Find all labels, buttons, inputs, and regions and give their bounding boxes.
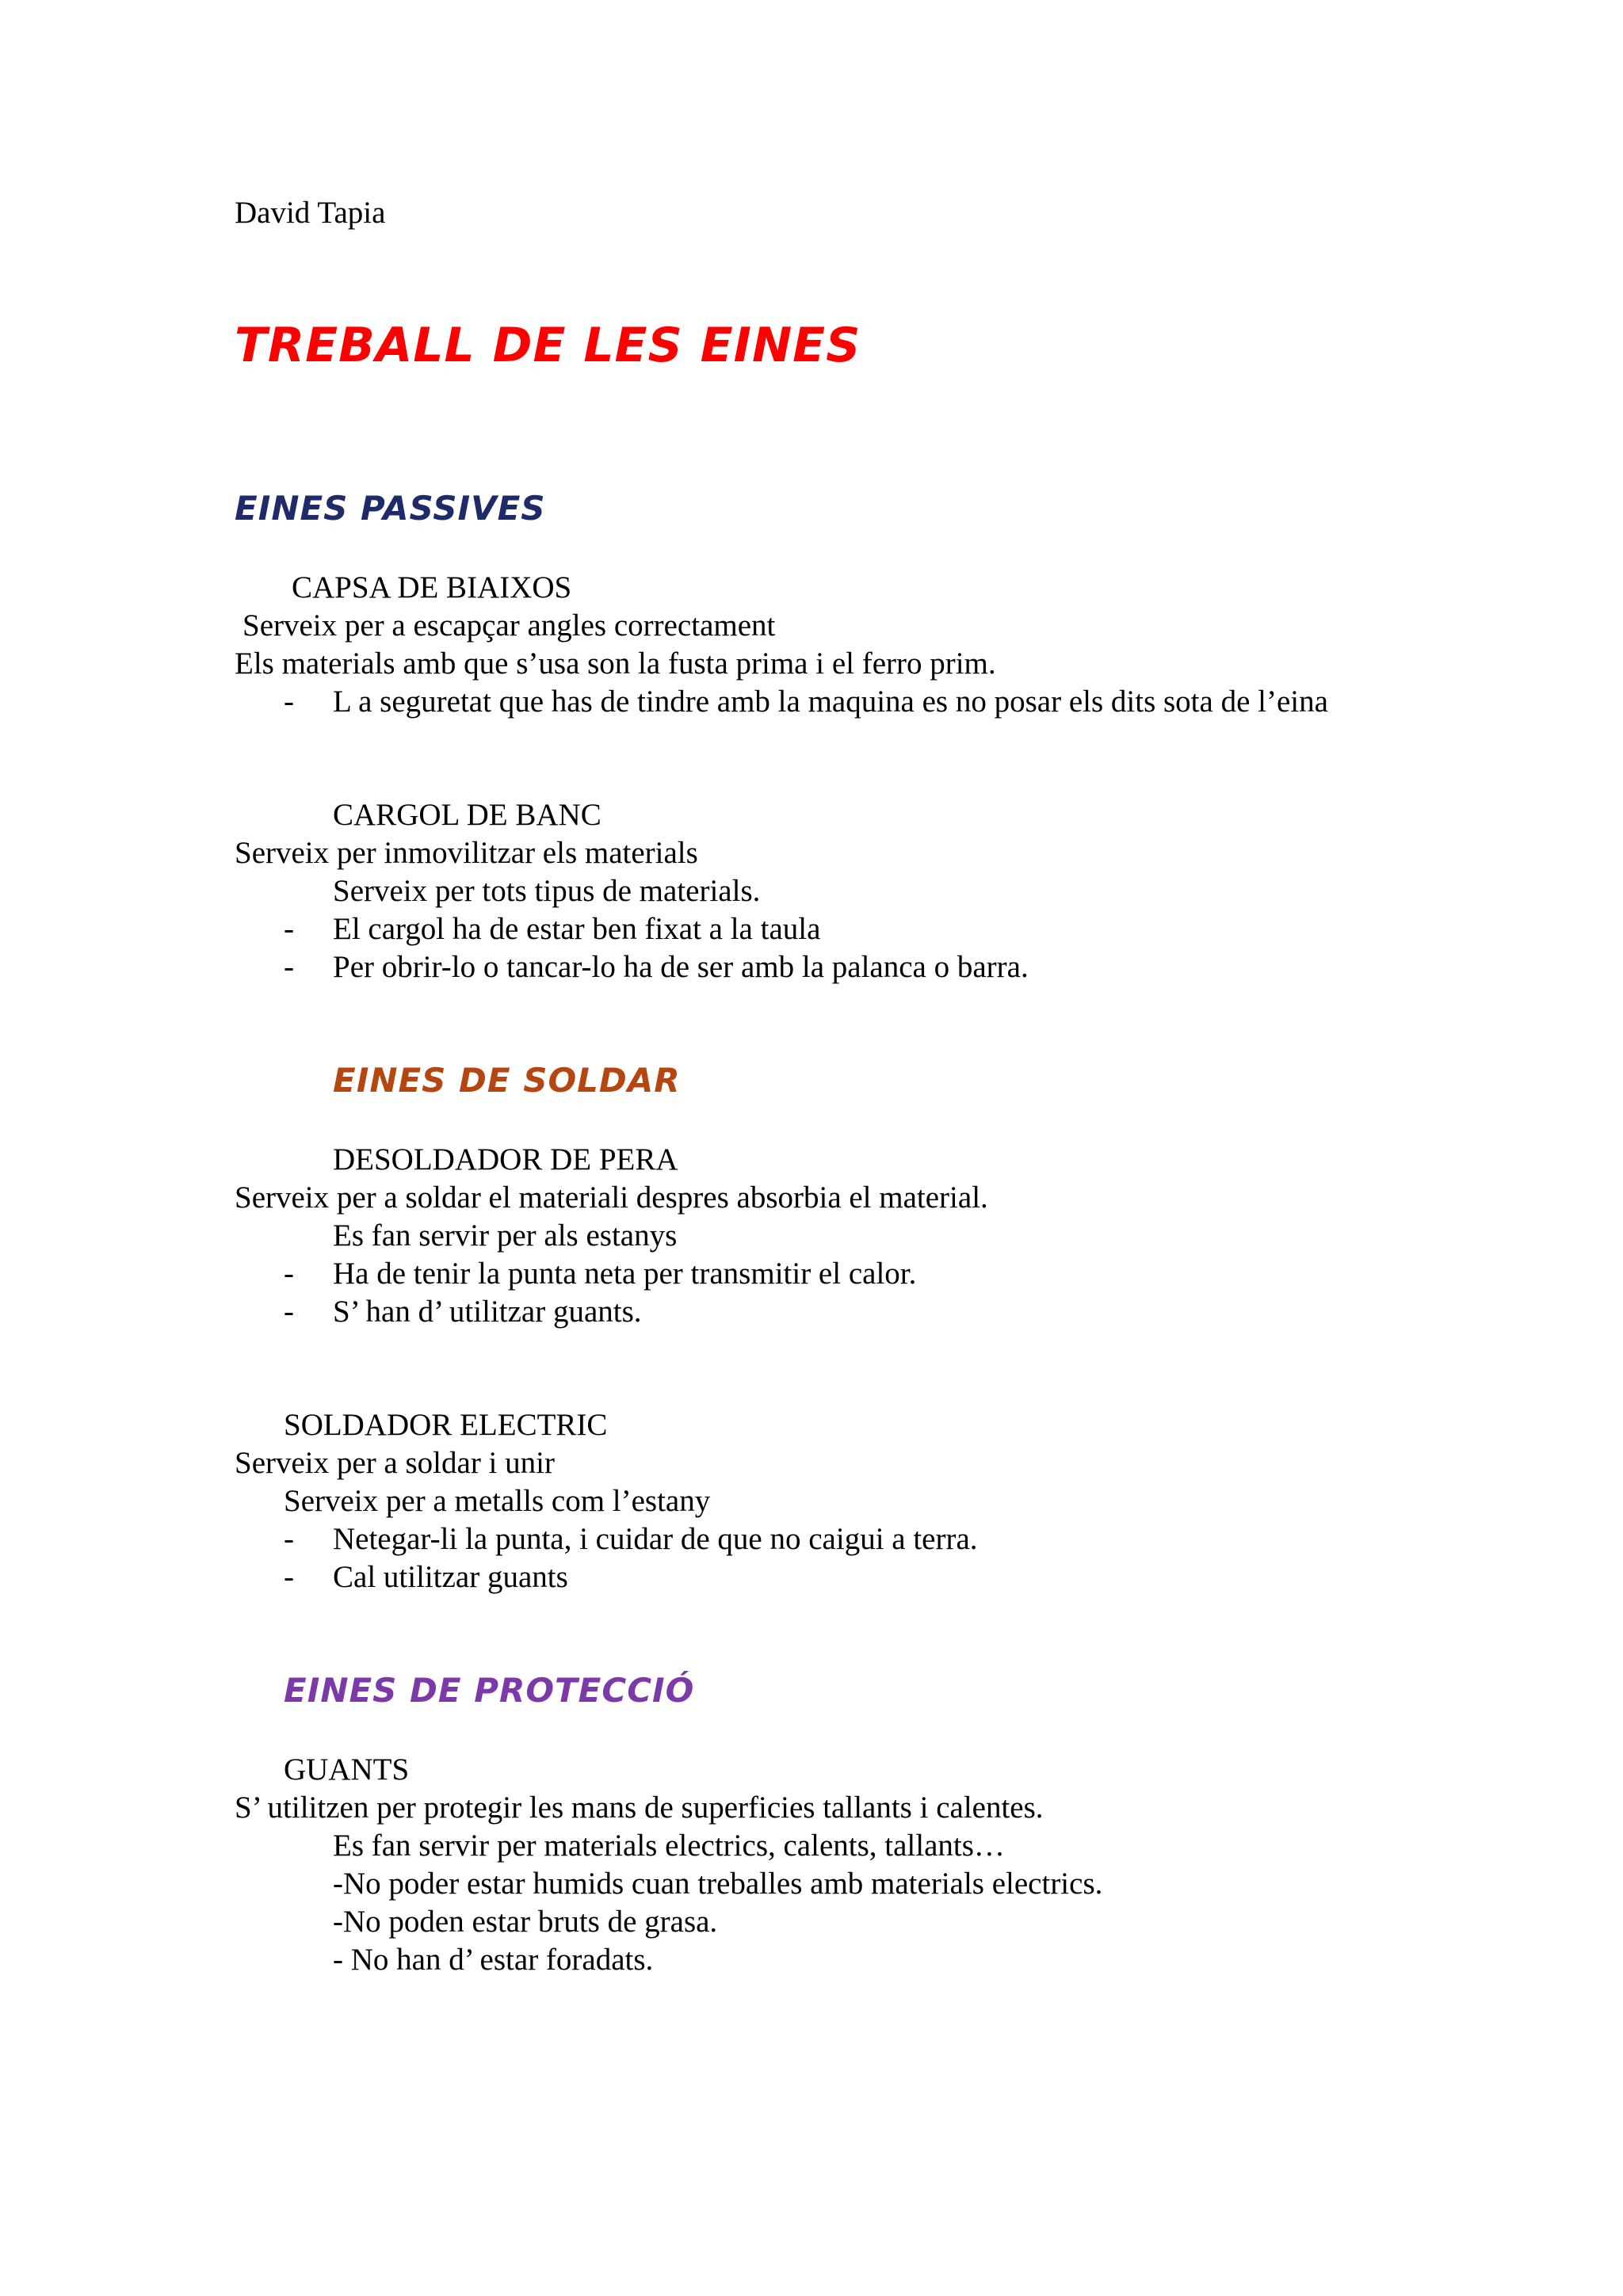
bullet-item: Per obrir-lo o tancar-lo ha de ser amb la palanca o barra. — [333, 950, 1029, 984]
tool-text: Els materials amb que s’usa son la fusta prima i el ferro prim. — [235, 646, 996, 681]
tool-text: -No poden estar bruts de grasa. — [333, 1905, 718, 1939]
author-name: David Tapia — [235, 196, 386, 230]
tool-text: Serveix per a metalls com l’estany — [284, 1484, 711, 1518]
tool-text: - No han d’ estar foradats. — [333, 1943, 654, 1977]
tool-name-soldador: SOLDADOR ELECTRIC — [284, 1408, 608, 1442]
bullet-item: Netegar-li la punta, i cuidar de que no caigui a terra. — [333, 1522, 978, 1556]
bullet-dash: - — [284, 950, 294, 984]
bullet-item: L a seguretat que has de tindre amb la maquina es no posar els dits sota de l’eina — [333, 685, 1328, 719]
bullet-item: El cargol ha de estar ben fixat a la taula — [333, 912, 821, 946]
bullet-dash: - — [284, 912, 294, 946]
tool-text: Serveix per tots tipus de materials. — [333, 874, 761, 908]
section-heading-proteccio: EINES DE PROTECCIÓ — [284, 1671, 695, 1710]
bullet-dash: - — [284, 1295, 294, 1329]
bullet-dash: - — [284, 1560, 294, 1594]
tool-text: Es fan servir per materials electrics, calents, tallants… — [333, 1829, 1005, 1863]
tool-text: Serveix per a escapçar angles correctament — [242, 608, 776, 643]
tool-text: Serveix per inmovilitzar els materials — [235, 836, 698, 870]
tool-text: Es fan servir per als estanys — [333, 1219, 678, 1253]
page-title: TREBALL DE LES EINES — [235, 318, 861, 373]
bullet-item: Ha de tenir la punta neta per transmitir el calor. — [333, 1257, 917, 1291]
tool-text: S’ utilitzen per protegir les mans de superficies tallants i calentes. — [235, 1791, 1044, 1825]
tool-text: -No poder estar humids cuan treballes amb materials electrics. — [333, 1867, 1103, 1901]
bullet-item: S’ han d’ utilitzar guants. — [333, 1295, 642, 1329]
section-heading-soldar: EINES DE SOLDAR — [333, 1061, 681, 1100]
bullet-dash: - — [284, 1522, 294, 1556]
section-heading-passives: EINES PASSIVES — [235, 489, 546, 528]
tool-name-capsa: CAPSA DE BIAIXOS — [292, 570, 572, 605]
tool-name-guants: GUANTS — [284, 1753, 410, 1787]
tool-text: Serveix per a soldar i unir — [235, 1446, 555, 1480]
bullet-dash: - — [284, 685, 294, 719]
tool-text: Serveix per a soldar el materiali despres absorbia el material. — [235, 1180, 988, 1215]
tool-name-cargol: CARGOL DE BANC — [333, 798, 601, 832]
bullet-item: Cal utilitzar guants — [333, 1560, 568, 1594]
bullet-dash: - — [284, 1257, 294, 1291]
tool-name-desoldador: DESOLDADOR DE PERA — [333, 1142, 678, 1177]
